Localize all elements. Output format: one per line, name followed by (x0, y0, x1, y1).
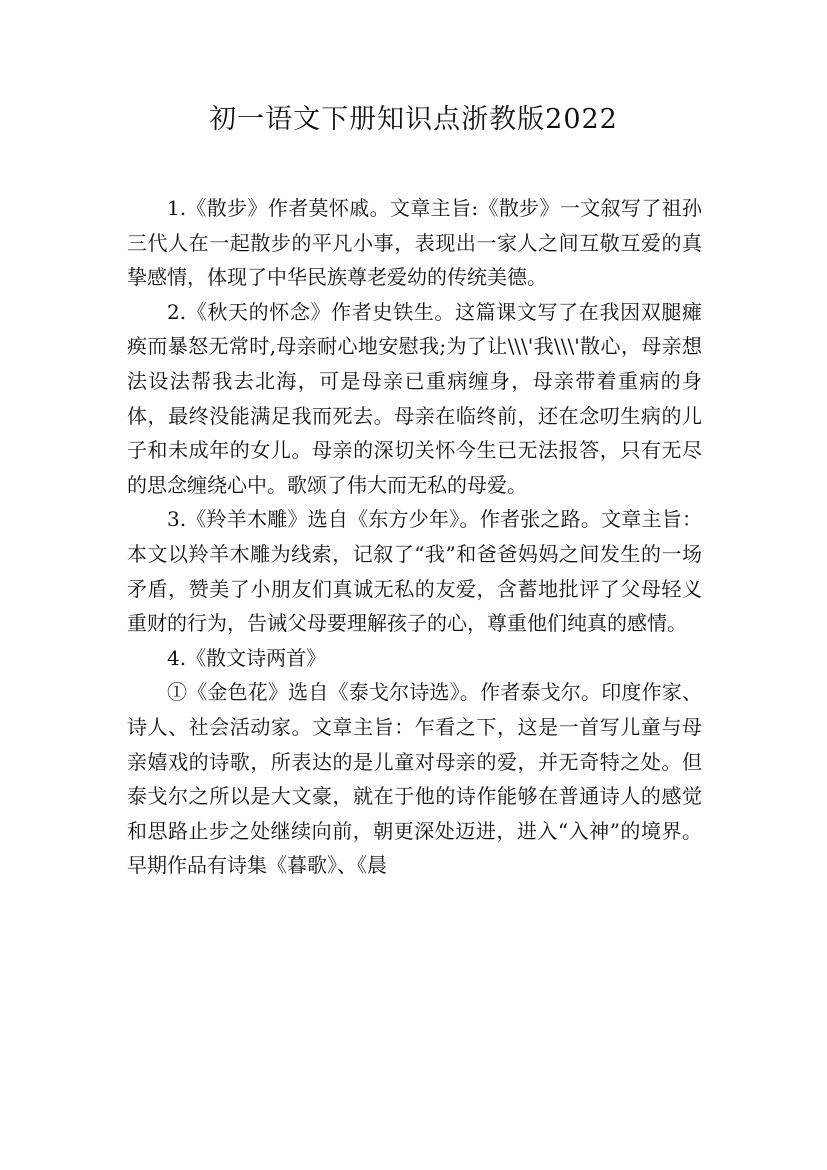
paragraph-jinsehua: ①《金色花》选自《泰戈尔诗选》。作者泰戈尔。印度作家、诗人、社会活动家。文章主旨：乍看之下，这是一首写儿童与母亲嬉戏的诗歌，所表达的是儿童对母亲的爱，并无奇特之处。但泰戈尔之所以是大文豪，就在于他的诗作能够在普通诗人的感觉和思路止步之处继续向前，朝更深处迈进，进入“入神”的境界。早期作品有诗集《暮歌》、《晨 (127, 680, 702, 878)
document-body (127, 191, 702, 883)
paragraph-sanbu: 1.《散步》作者莫怀戚。文章主旨:《散步》一文叙写了祖孙三代人在一起散步的平凡小事，表现出一家人之间互敬互爱的真挚感情，体现了中华民族尊老爱幼的传统美德。 (127, 196, 702, 290)
paragraph-qiutian: 2.《秋天的怀念》作者史铁生。这篇课文写了在我因双腿瘫痪而暴怒无常时,母亲耐心地安慰我;为了让\\\'我\\\'散心，母亲想法设法帮我去北海，可是母亲已重病缠身，母亲带着重病的身体，最终没能满足我而死去。母亲在临终前，还在念叨生病的儿子和未成年的女儿。母亲的深切关怀今生已无法报答，只有无尽的思念缠绕心中。歌颂了伟大而无私的母爱。 (127, 299, 702, 497)
paragraph-sanwenshi-heading: 4.《散文诗两首》 (167, 645, 327, 670)
paragraph-lingyang: 3.《羚羊木雕》选自《东方少年》。作者张之路。文章主旨：本文以羚羊木雕为线索，记叙了“我”和爸爸妈妈之间发生的一场矛盾，赞美了小朋友们真诚无私的友爱，含蓄地批评了父母轻义重财的行为，告诫父母要理解孩子的心，尊重他们纯真的感情。 (127, 507, 702, 636)
document-title: 初一语文下册知识点浙教版2022 (209, 104, 618, 135)
